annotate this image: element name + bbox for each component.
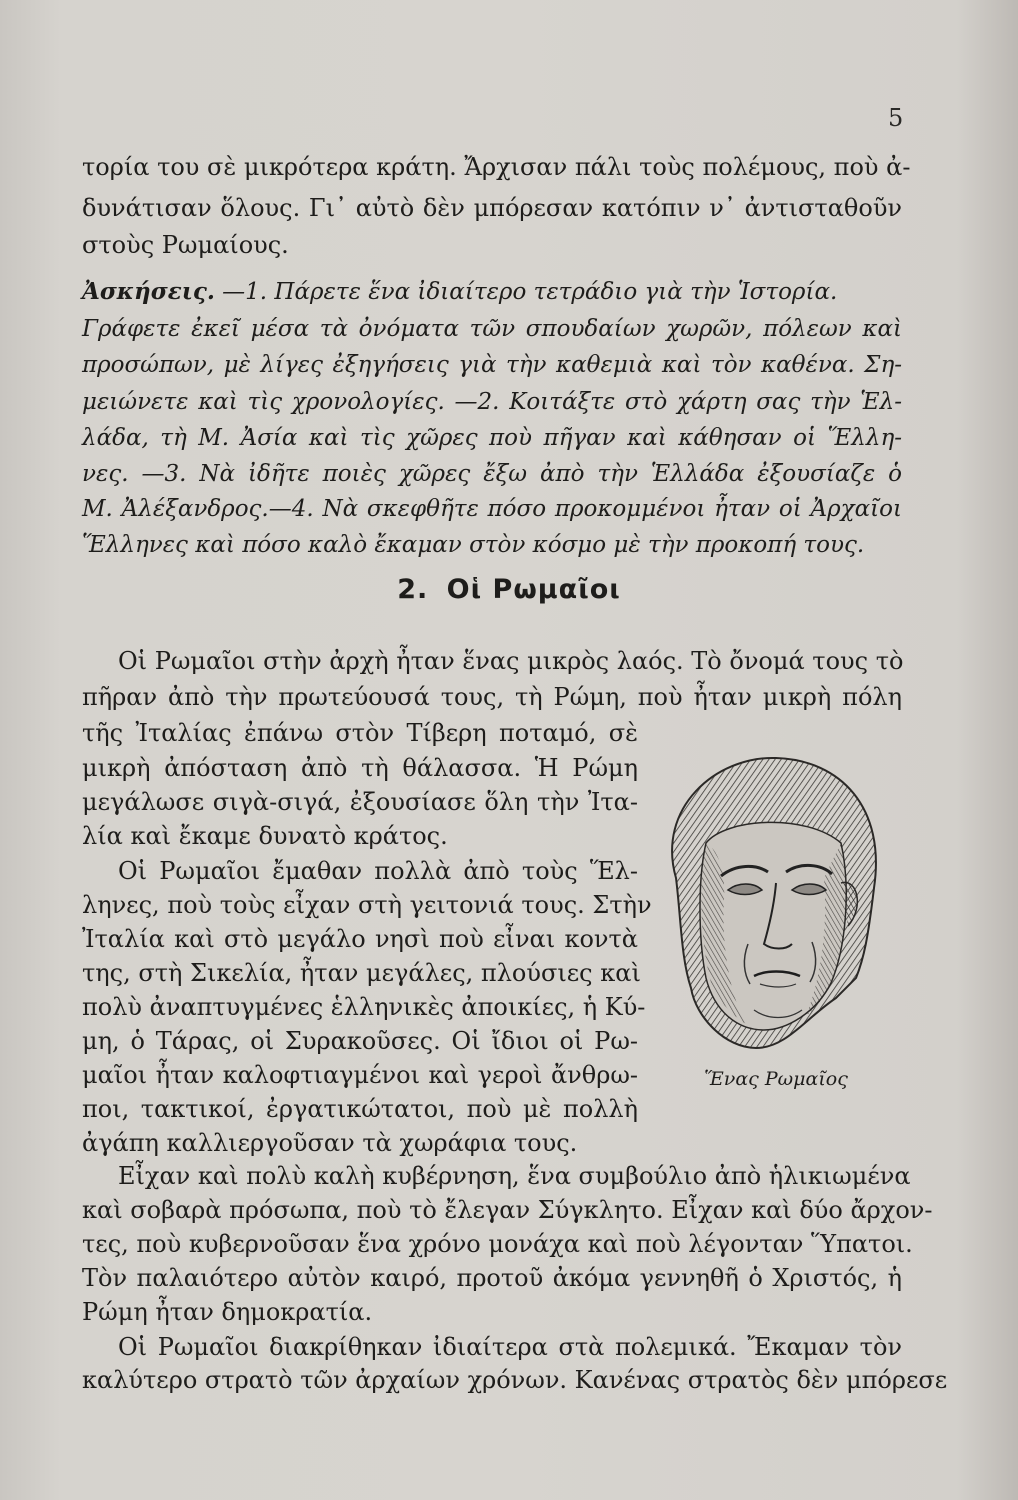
body-line: μη, ὁ Τάρας, οἱ Συρακοῦσες. Οἱ ἴδιοι οἱ Ρω- bbox=[82, 1027, 638, 1055]
body-line: Ρώμη ἦταν δημοκρατία. bbox=[82, 1298, 373, 1326]
body-line: ποι, τακτικοί, ἐργατικώτατοι, ποὺ μὲ πολλὴ bbox=[82, 1095, 638, 1123]
exercises-line: —1. Πάρετε ἕνα ἰδιαίτερο τετράδιο γιὰ τὴν Ἱστορία. bbox=[222, 279, 838, 305]
body-line: πῆραν ἀπὸ τὴν πρωτεύουσά τους, τὴ Ρώμη, ποὺ ἦταν μικρὴ πόλη bbox=[82, 683, 902, 711]
body-line: καλύτερο στρατὸ τῶν ἀρχαίων χρόνων. Κανένας στρατὸς δὲν μπόρεσε bbox=[82, 1366, 948, 1394]
body-line: πολὺ ἀναπτυγμένες ἑλληνικὲς ἀποικίες, ἡ Κύ- bbox=[82, 993, 646, 1021]
intro-line: δυνάτισαν ὅλους. Γι᾿ αὐτὸ δὲν μπόρεσαν κατόπιν ν᾿ ἀντισταθοῦν bbox=[82, 194, 902, 222]
exercises-line: λάδα, τὴ Μ. Ἀσία καὶ τὶς χῶρες ποὺ πῆγαν καὶ κάθησαν οἱ Ἕλλη- bbox=[82, 425, 902, 451]
body-line: τῆς Ἰταλίας ἐπάνω στὸν Τίβερη ποταμό, σὲ bbox=[82, 719, 638, 747]
body-line: Τὸν παλαιότερο αὐτὸν καιρό, προτοῦ ἀκόμα γεννηθῆ ὁ Χριστός, ἡ bbox=[82, 1264, 902, 1292]
body-line: Οἱ Ρωμαῖοι στὴν ἀρχὴ ἦταν ἕνας μικρὸς λαός. Τὸ ὄνομά τους τὸ bbox=[118, 647, 904, 675]
body-line: Ἰταλία καὶ στὸ μεγάλο νησὶ ποὺ εἶναι κοντὰ bbox=[82, 925, 638, 953]
exercises-label: Ἀσκήσεις. bbox=[82, 278, 215, 305]
body-line: ληνες, ποὺ τοὺς εἶχαν στὴ γειτονιά τους. Στὴν bbox=[82, 891, 652, 919]
body-line: ἀγάπη καλλιεργοῦσαν τὰ χωράφια τους. bbox=[82, 1129, 578, 1157]
body-line: Οἱ Ρωμαῖοι ἔμαθαν πολλὰ ἀπὸ τοὺς Ἕλ- bbox=[118, 857, 638, 885]
section-title: Οἱ Ρωμαῖοι bbox=[446, 574, 621, 605]
body-line: Εἶχαν καὶ πολὺ καλὴ κυβέρνηση, ἕνα συμβούλιο ἀπὸ ἡλικιωμένα bbox=[118, 1162, 911, 1190]
roman-head-illustration bbox=[636, 748, 894, 1078]
exercises-first-line bbox=[82, 278, 902, 305]
exercises-line: Γράφετε ἐκεῖ μέσα τὰ ὀνόματα τῶν σπουδαίων χωρῶν, πόλεων καὶ bbox=[82, 316, 902, 342]
body-line: τες, ποὺ κυβερνοῦσαν ἕνα χρόνο μονάχα καὶ ποὺ λέγονταν Ὕπατοι. bbox=[82, 1230, 913, 1258]
figure-caption: Ἕνας Ρωμαῖος bbox=[704, 1068, 848, 1090]
body-line: της, στὴ Σικελία, ἦταν μεγάλες, πλούσιες καὶ bbox=[82, 959, 641, 987]
page-number: 5 bbox=[888, 104, 904, 132]
exercises-line: Ἕλληνες καὶ πόσο καλὸ ἔκαμαν στὸν κόσμο μὲ τὴν προκοπή τους. bbox=[82, 532, 865, 558]
body-line: μικρὴ ἀπόσταση ἀπὸ τὴ θάλασσα. Ἡ Ρώμη bbox=[82, 754, 638, 782]
body-line: μαῖοι ἦταν καλοφτιαγμένοι καὶ γεροὶ ἄνθρω- bbox=[82, 1061, 638, 1089]
exercises-line: μειώνετε καὶ τὶς χρονολογίες. —2. Κοιτάξτε στὸ χάρτη σας τὴν Ἑλ- bbox=[82, 389, 902, 415]
roman-head-engraving bbox=[636, 748, 894, 1078]
body-line: Οἱ Ρωμαῖοι διακρίθηκαν ἰδιαίτερα στὰ πολεμικά. Ἔκαμαν τὸν bbox=[118, 1333, 902, 1361]
section-heading bbox=[0, 574, 1018, 605]
exercises-line: προσώπων, μὲ λίγες ἐξηγήσεις γιὰ τὴν καθεμιὰ καὶ τὸν καθένα. Ση- bbox=[82, 352, 902, 378]
exercises-line: Μ. Ἀλέξανδρος.—4. Νὰ σκεφθῆτε πόσο προκομμένοι ἦταν οἱ Ἀρχαῖοι bbox=[82, 496, 902, 522]
section-number: 2. bbox=[397, 574, 429, 605]
intro-line: στοὺς Ρωμαίους. bbox=[82, 231, 289, 259]
body-line: μεγάλωσε σιγὰ-σιγά, ἐξουσίασε ὅλη τὴν Ἰτα- bbox=[82, 788, 638, 816]
intro-line: τορία του σὲ μικρότερα κράτη. Ἄρχισαν πάλι τοὺς πολέμους, ποὺ ἀ- bbox=[82, 153, 911, 181]
body-line: λία καὶ ἔκαμε δυνατὸ κράτος. bbox=[82, 822, 448, 850]
body-line: καὶ σοβαρὰ πρόσωπα, ποὺ τὸ ἔλεγαν Σύγκλητο. Εἶχαν καὶ δύο ἄρχον- bbox=[82, 1196, 933, 1224]
exercises-line: νες. —3. Νὰ ἰδῆτε ποιὲς χῶρες ἔξω ἀπὸ τὴν Ἑλλάδα ἐξουσίαζε ὁ bbox=[82, 461, 902, 487]
